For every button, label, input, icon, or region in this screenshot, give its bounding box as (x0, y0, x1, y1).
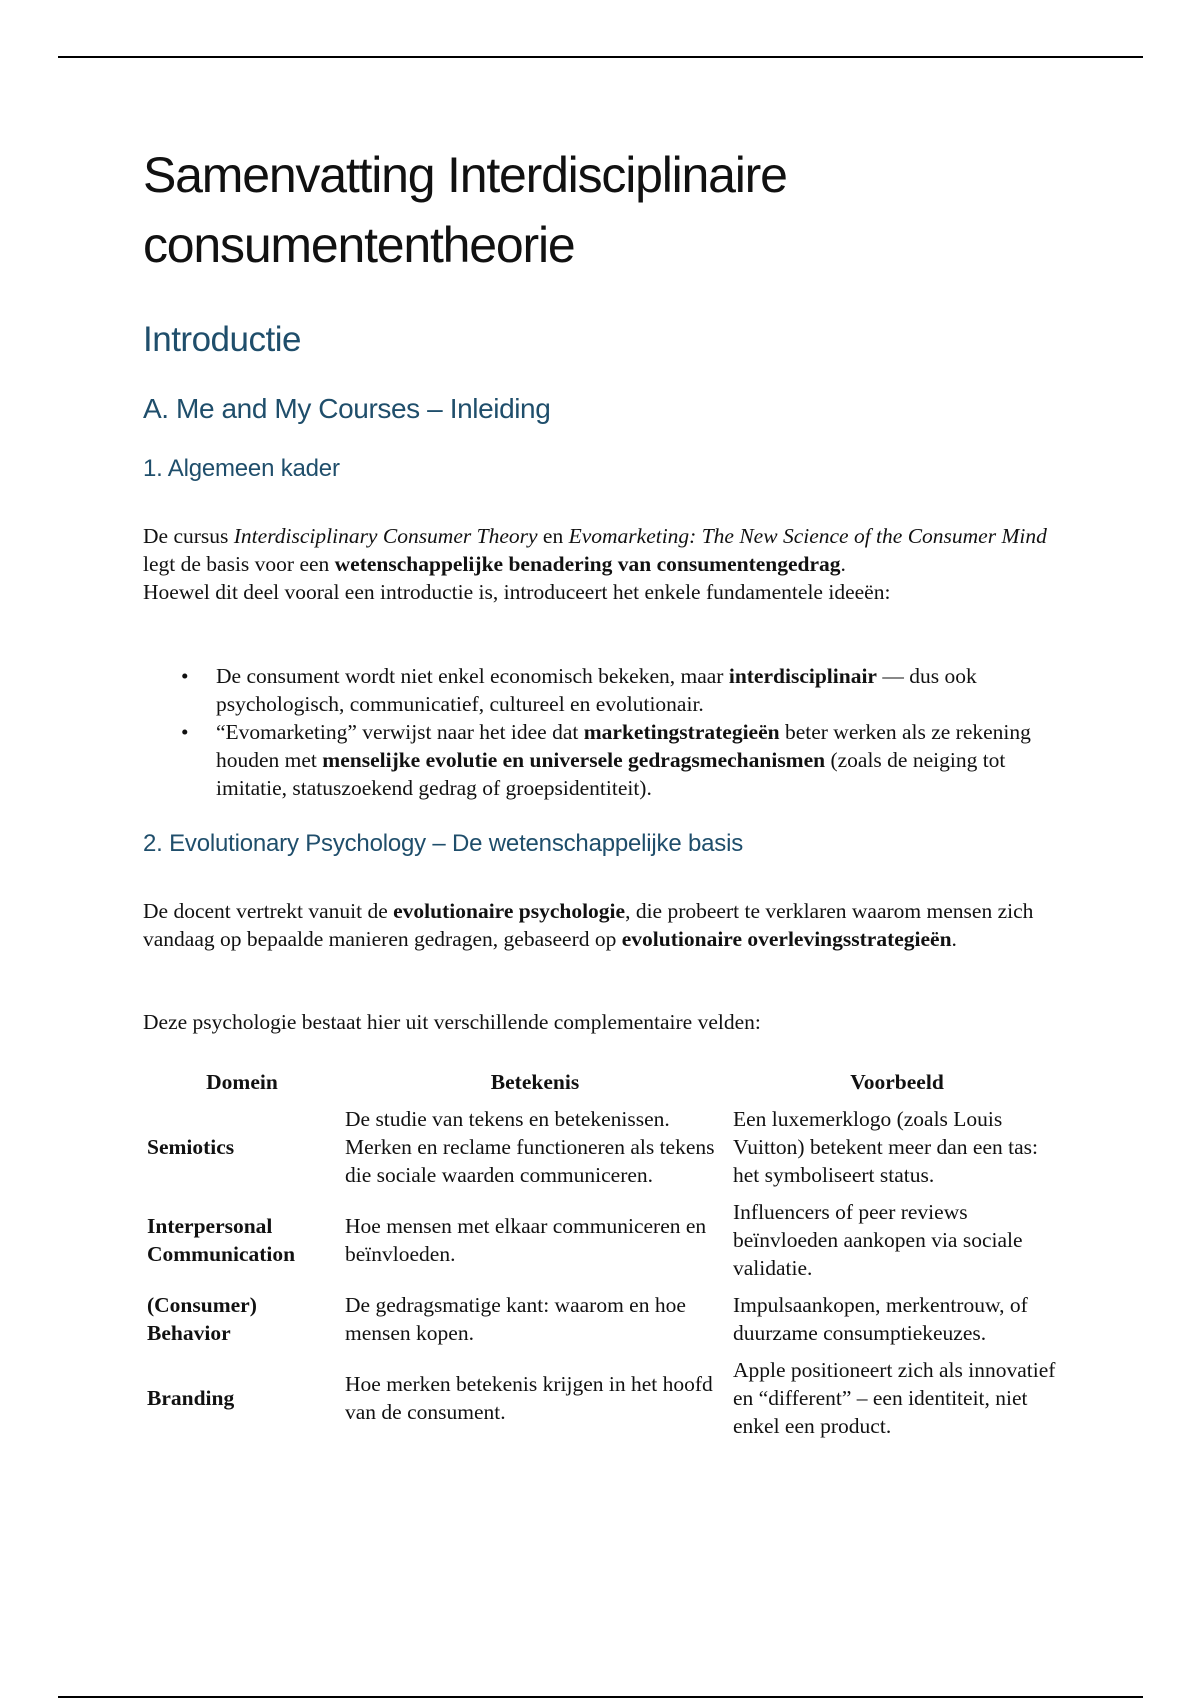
table-row (143, 1195, 1065, 1288)
heading-evolutionary-psychology: 2. Evolutionary Psychology – De wetenschappelijke basis (143, 830, 744, 857)
cell-domein: Interpersonal Communication (147, 1214, 296, 1266)
bullet-icon: • (181, 720, 189, 744)
cell-domein: Semiotics (147, 1135, 235, 1159)
cell-domein: (Consumer) Behavior (147, 1293, 257, 1345)
domains-table (143, 1064, 1065, 1446)
section-heading: Introductie (143, 320, 301, 359)
bullet-icon: • (181, 664, 189, 688)
paragraph-introduction-note: Hoewel dit deel vooral een introductie is, introduceert het enkele fundamentele ideeën: (143, 580, 891, 604)
idea-list (143, 662, 1063, 802)
column-header-betekenis: Betekenis (490, 1070, 580, 1094)
list-item: • “Evomarketing” verwijst naar het idee dat marketingstrategieën beter werken als ze rekening houden met menselijke evolutie en universele gedragsmechanismen (zoals de neiging tot imitatie, statuszoekend gedrag of groepsidentiteit). (181, 720, 1031, 800)
top-rule (58, 56, 1143, 58)
document-title: Samenvatting Interdisciplinaire consumententheorie (143, 147, 787, 273)
cell-voorbeeld: Influencers of peer reviews beïnvloeden aankopen via sociale validatie. (733, 1200, 1023, 1280)
bottom-rule (58, 1696, 1143, 1698)
paragraph-fields-intro: Deze psychologie bestaat hier uit verschillende complementaire velden: (143, 1010, 761, 1034)
cell-betekenis: De gedragsmatige kant: waarom en hoe mensen kopen. (345, 1293, 686, 1345)
paragraph-evolutionary-psychology: De docent vertrekt vanuit de evolutionaire psychologie, die probeert te verklaren waarom mensen zich vandaag op bepaalde manieren gedragen, gebaseerd op evolutionaire overlevingsstrategieën. (143, 899, 1034, 951)
cell-betekenis: Hoe merken betekenis krijgen in het hoofd van de consument. (345, 1372, 713, 1424)
column-header-voorbeeld: Voorbeeld (850, 1070, 944, 1094)
cell-betekenis: De studie van tekens en betekenissen. Merken en reclame functioneren als tekens die sociale waarden communiceren. (345, 1107, 715, 1187)
table-header-row (143, 1064, 1065, 1102)
list-item: • De consument wordt niet enkel economisch bekeken, maar interdisciplinair — dus ook psychologisch, communicatief, cultureel en evolutionair. (181, 664, 977, 716)
subsection-heading: A. Me and My Courses – Inleiding (143, 393, 551, 424)
cell-voorbeeld: Een luxemerklogo (zoals Louis Vuitton) betekent meer dan een tas: het symboliseert status. (733, 1107, 1038, 1187)
heading-algemeen-kader: 1. Algemeen kader (143, 455, 340, 482)
table-row (143, 1353, 1065, 1446)
cell-domein: Branding (147, 1386, 235, 1410)
table-row (143, 1288, 1065, 1353)
table-row (143, 1102, 1065, 1195)
cell-voorbeeld: Apple positioneert zich als innovatief en “different” – een identiteit, niet enkel een product. (733, 1358, 1056, 1438)
column-header-domein: Domein (206, 1070, 278, 1094)
cell-voorbeeld: Impulsaankopen, merkentrouw, of duurzame consumptiekeuzes. (733, 1293, 1028, 1345)
paragraph-course-intro: De cursus Interdisciplinary Consumer Theory en Evomarketing: The New Science of the Consumer Mind legt de basis voor een wetenschappelijke benadering van consumentengedrag. Hoewel dit deel vooral een introductie is, introduceert het enkele fundamentele ideeën: (143, 524, 1047, 604)
cell-betekenis: Hoe mensen met elkaar communiceren en beïnvloeden. (345, 1214, 707, 1266)
